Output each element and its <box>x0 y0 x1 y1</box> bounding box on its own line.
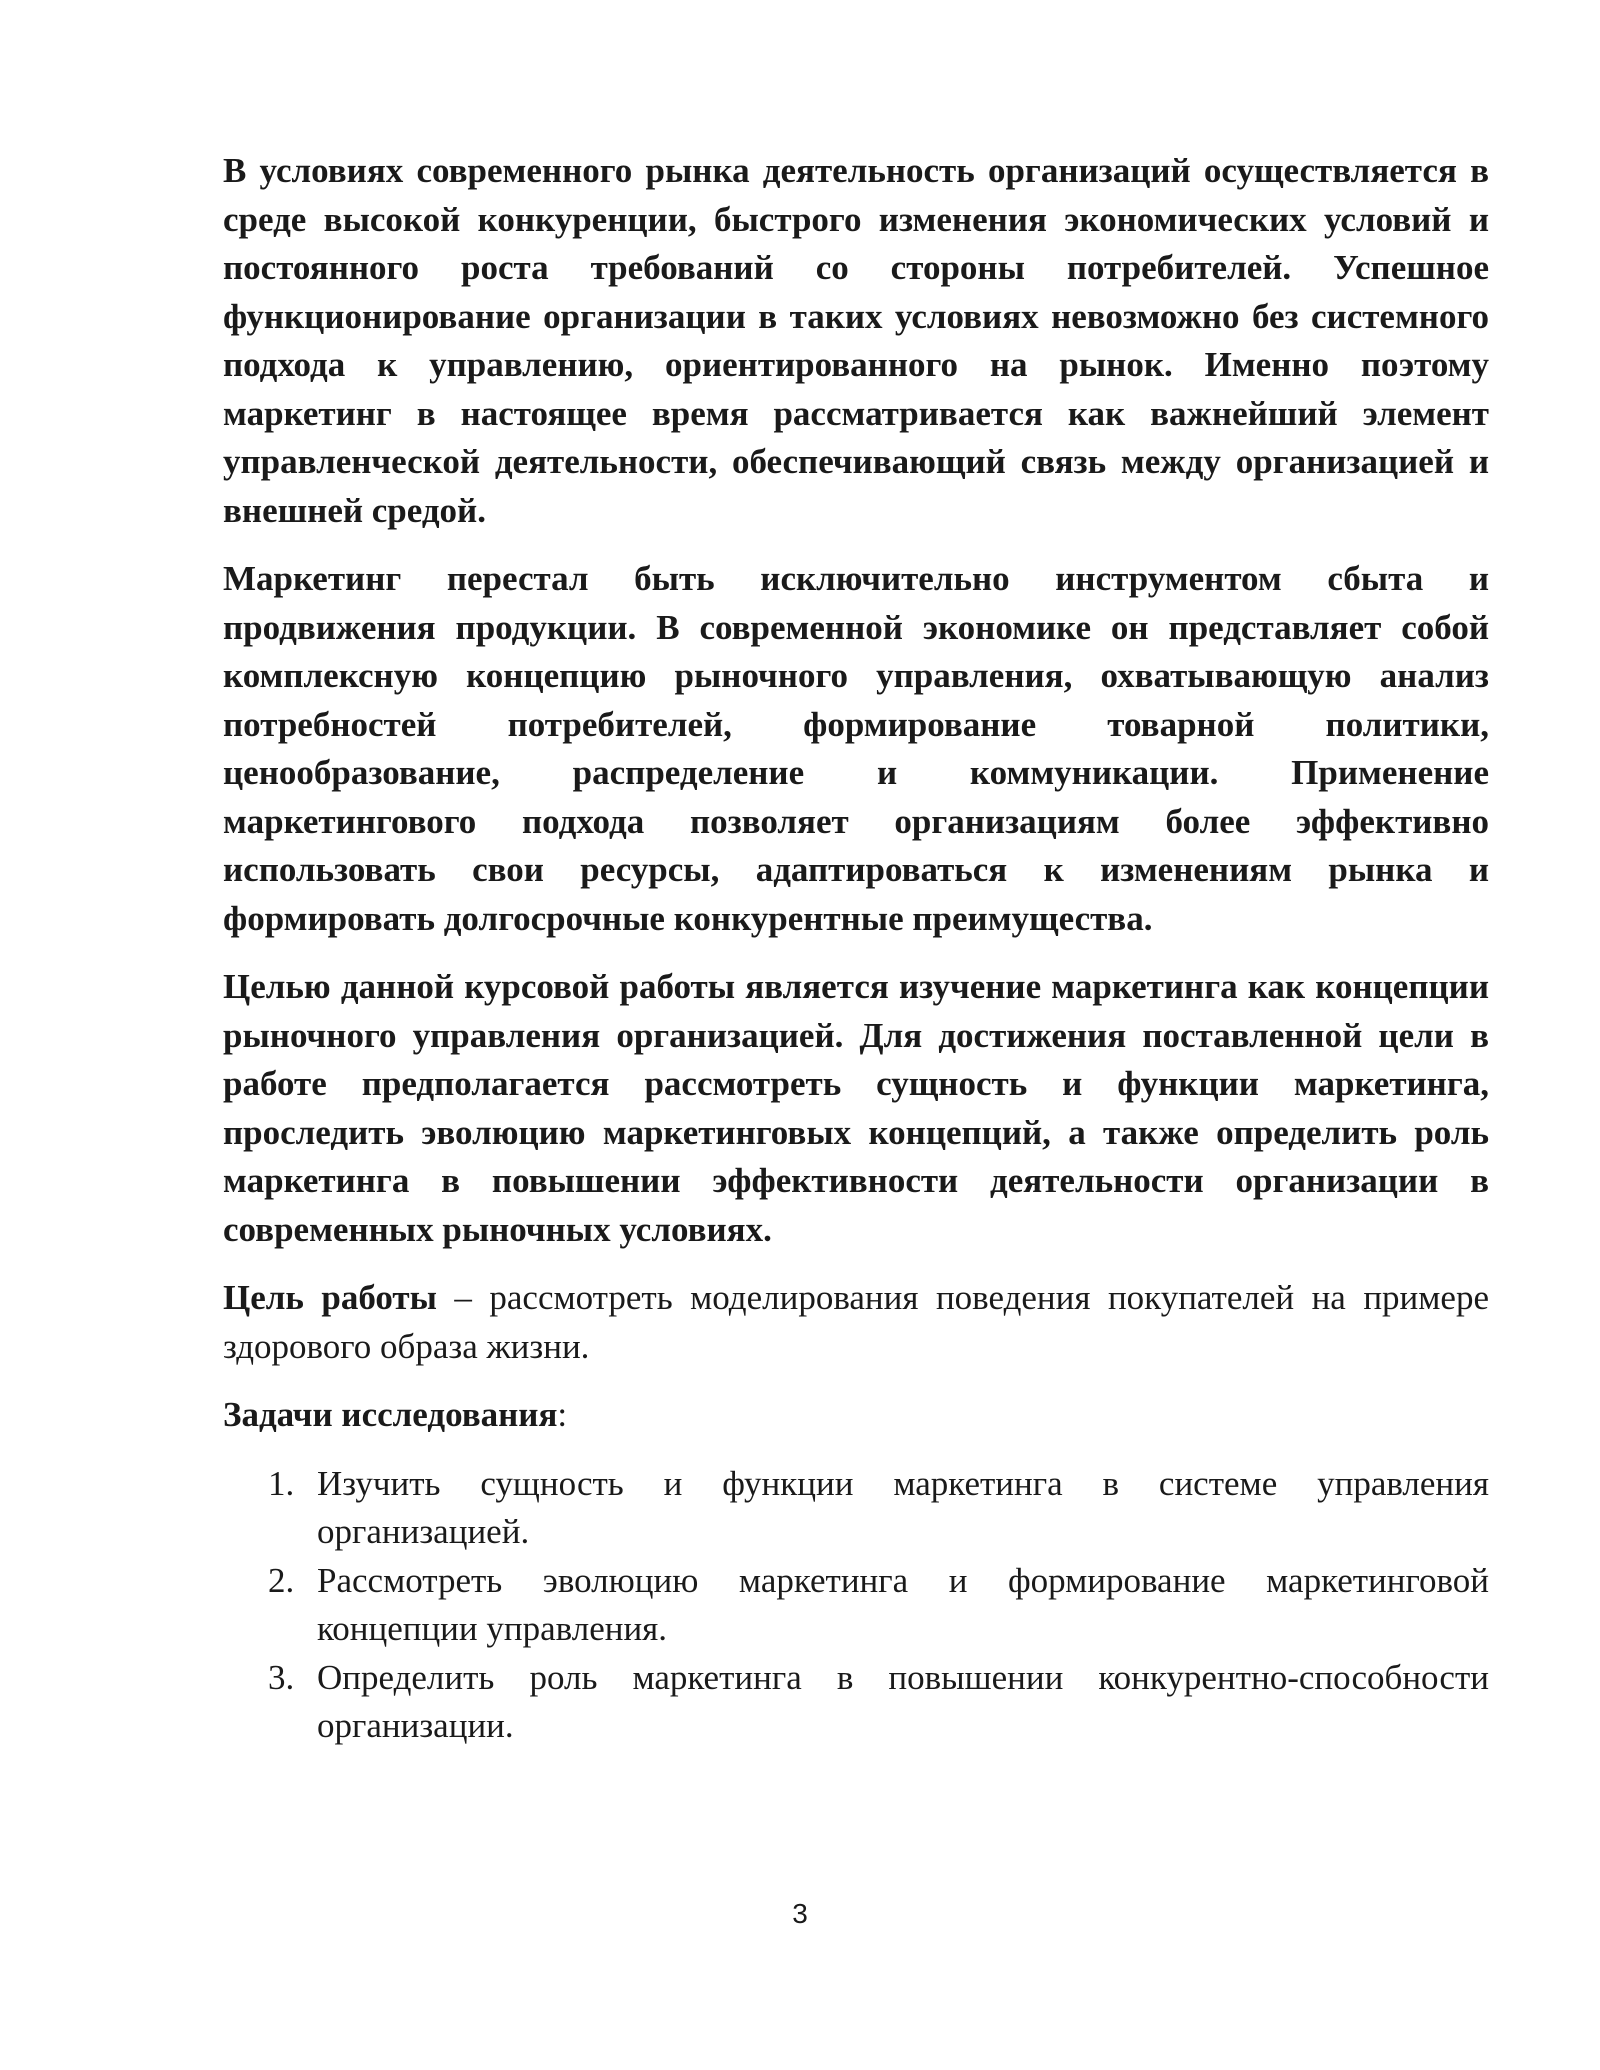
goal-paragraph <box>223 1274 1489 1371</box>
tasks-heading <box>223 1391 1489 1440</box>
list-item-text: Рассмотреть эволюцию маркетинга и формирование маркетинговой концепции управления. <box>317 1560 1489 1648</box>
intro-paragraph-2: Маркетинг перестал быть исключительно инструментом сбыта и продвижения продукции. В современной экономике он представляет собой комплексную концепцию рыночного управления, охватывающую анализ потребностей потребителей, формирование товарной политики, ценообразование, распределение и коммуникации. Применение маркетингового подхода позволяет организациям более эффективно использовать свои ресурсы, адаптироваться к изменениям рынка и формировать долгосрочные конкурентные преимущества. <box>223 559 1489 938</box>
list-item-number: 1. <box>268 1463 295 1503</box>
page-number: 3 <box>792 1898 808 1929</box>
list-item <box>223 1557 1489 1654</box>
goal-label: Цель работы <box>223 1278 437 1317</box>
list-item-text: Изучить сущность и функции маркетинга в системе управления организацией. <box>317 1463 1489 1551</box>
tasks-label: Задачи исследования <box>223 1395 558 1434</box>
list-item <box>223 1654 1489 1751</box>
list-item-number: 2. <box>268 1560 295 1600</box>
goal-text: – рассмотреть моделирования поведения покупателей на примере здорового образа жизни. <box>223 1278 1489 1366</box>
list-item-text: Определить роль маркетинга в повышении конкурентно-способности организации. <box>317 1657 1489 1745</box>
intro-paragraph-1: В условиях современного рынка деятельность организаций осуществляется в среде высокой конкуренции, быстрого изменения экономических условий и постоянного роста требований со стороны потребителей. Успешное функционирование организации в таких условиях невозможно без системного подхода к управлению, ориентированного на рынок. Именно поэтому маркетинг в настоящее время рассматривается как важнейший элемент управленческой деятельности, обеспечивающий связь между организацией и внешней средой. <box>223 151 1489 530</box>
page-content <box>223 147 1489 1751</box>
tasks-label-suffix: : <box>557 1395 568 1434</box>
intro-paragraph-3: Целью данной курсовой работы является изучение маркетинга как концепции рыночного управления организацией. Для достижения поставленной цели в работе предполагается рассмотреть сущность и функции маркетинга, проследить эволюцию маркетинговых концепций, а также определить роль маркетинга в повышении эффективности деятельности организации в современных рыночных условиях. <box>223 967 1489 1249</box>
list-item <box>223 1460 1489 1557</box>
tasks-list <box>223 1460 1489 1751</box>
list-item-number: 3. <box>268 1657 295 1697</box>
